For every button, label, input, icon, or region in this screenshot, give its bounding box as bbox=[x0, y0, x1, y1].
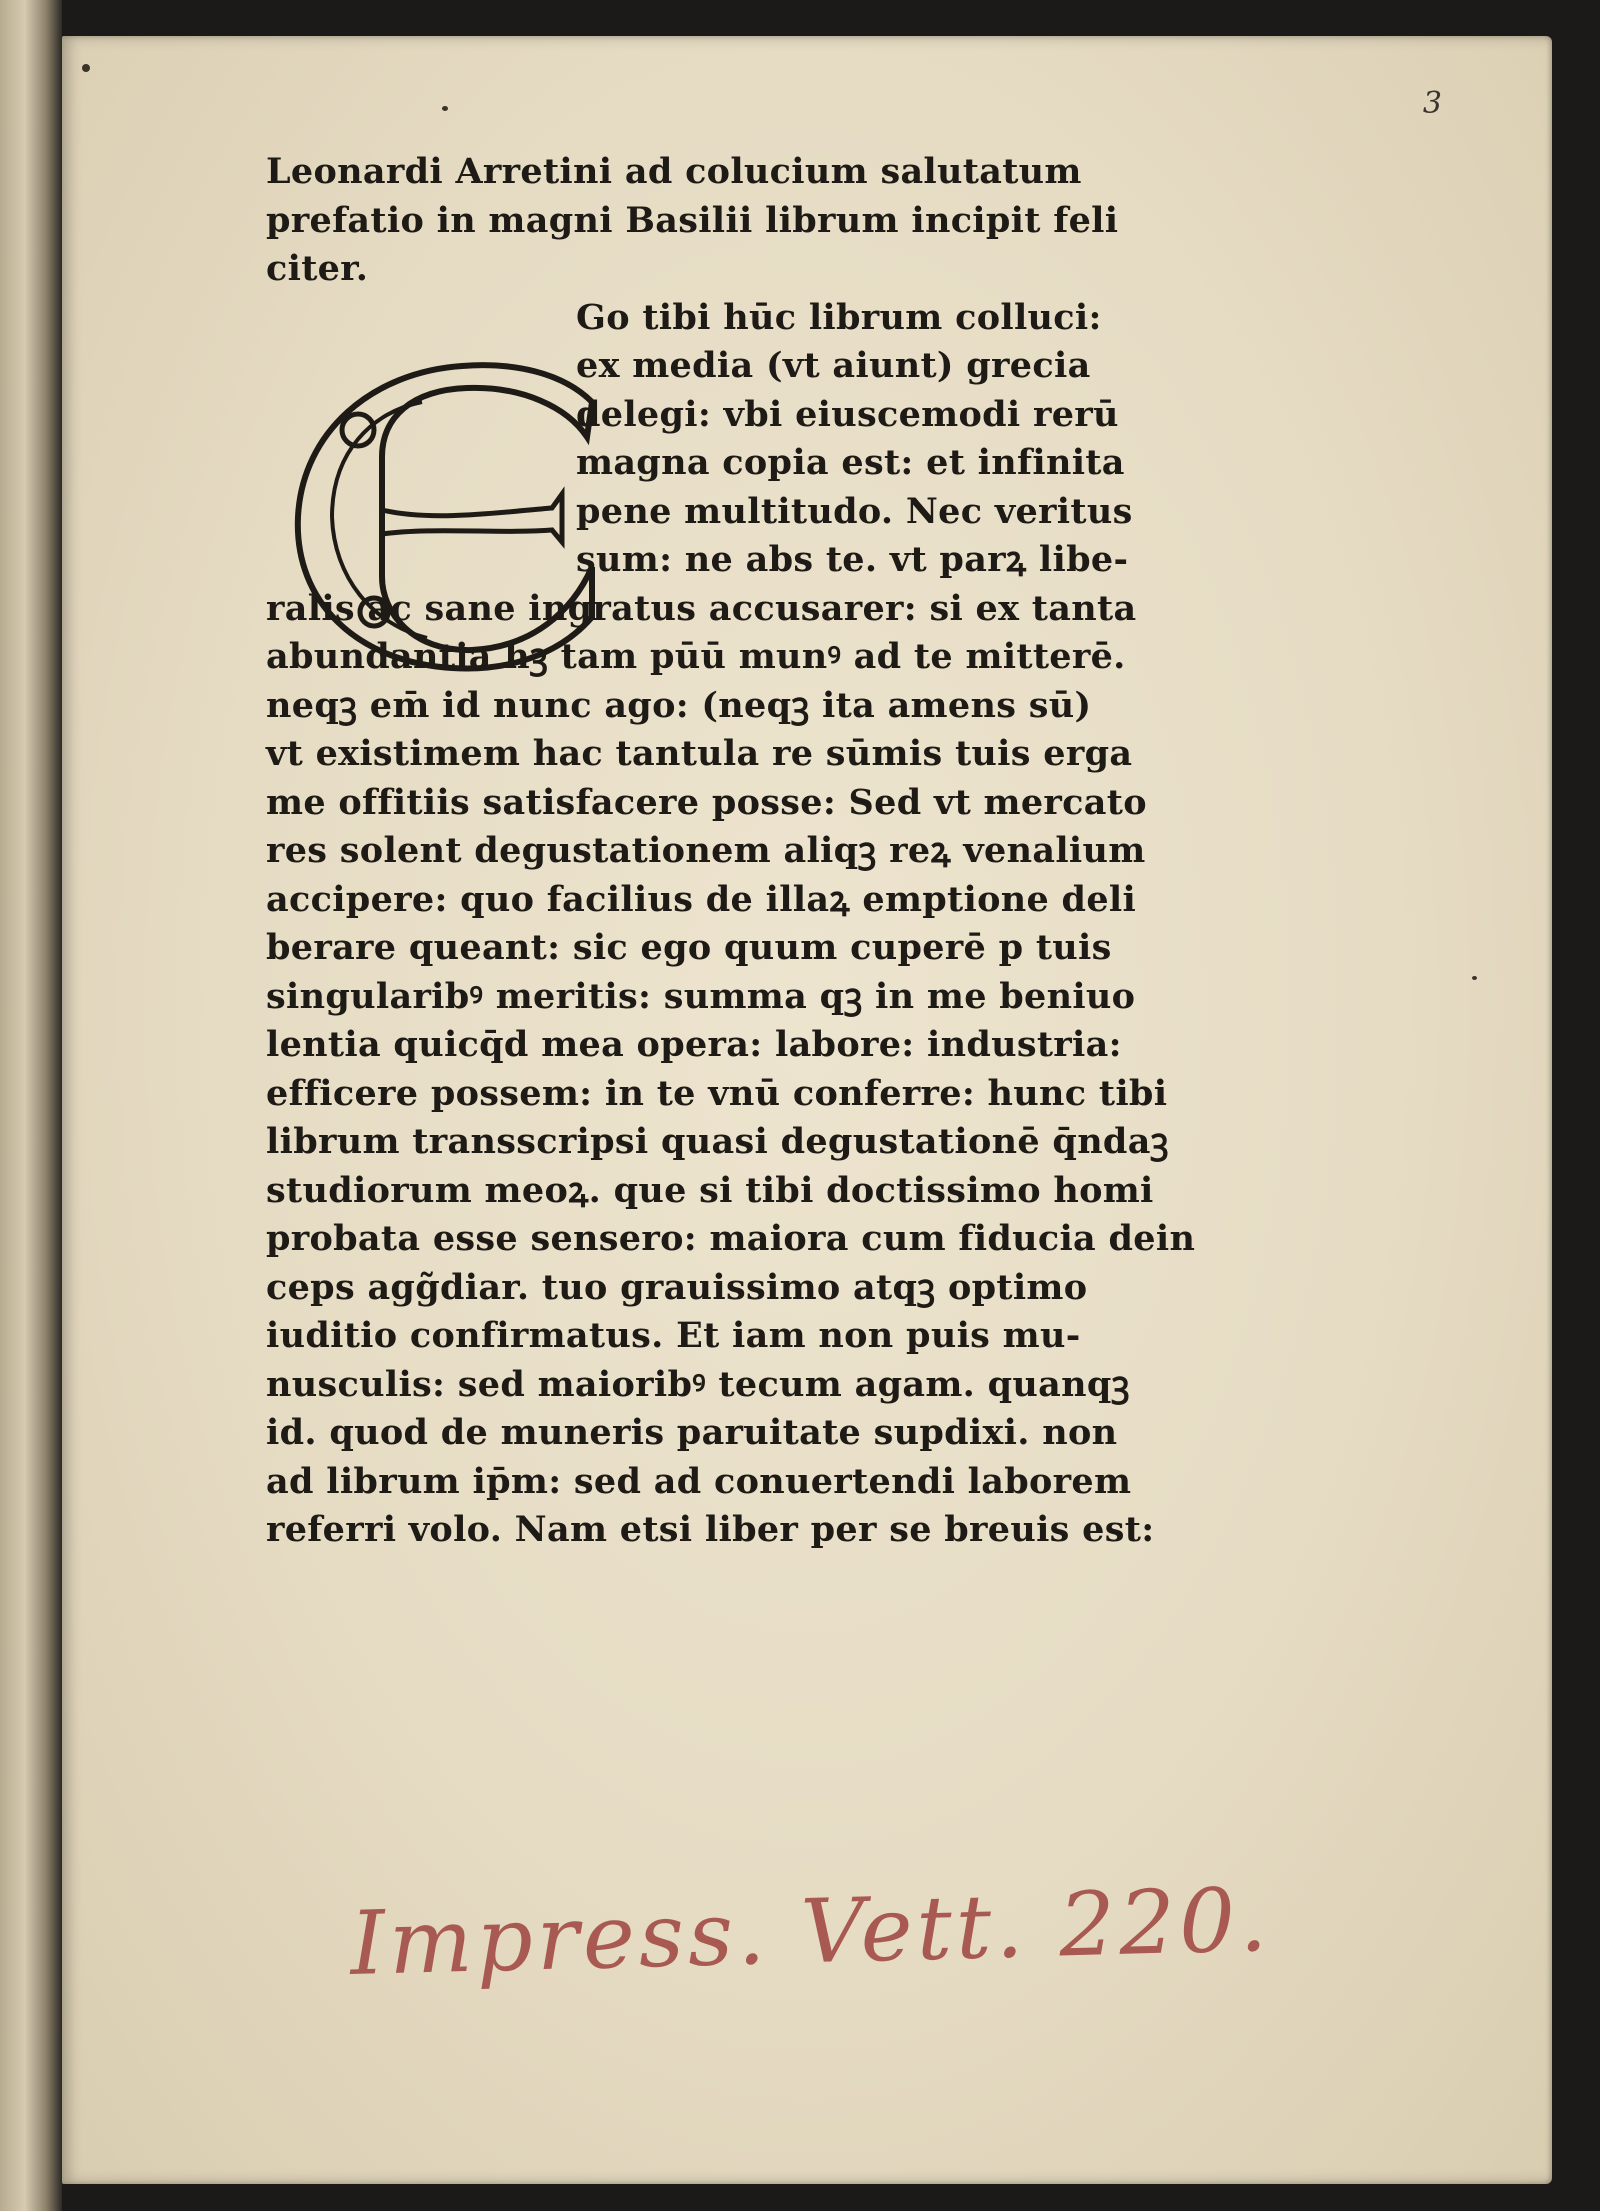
text-line: studiorum meoꝝ. que si tibi doctissimo homi bbox=[266, 1169, 1154, 1211]
text-line: res solent degustationem aliqꝫ reꝝ venalium bbox=[266, 830, 1146, 871]
book-spine bbox=[0, 0, 62, 2211]
text-line: ex media (vt aiunt) grecia bbox=[576, 345, 1091, 386]
incunabulum-text bbox=[266, 148, 1246, 1555]
text-line: delegi: vbi eiuscemodi rerū bbox=[576, 393, 1119, 435]
text-line: efficere possem: in te vnū conferre: hunc tibi bbox=[266, 1072, 1168, 1114]
ink-speck bbox=[1472, 976, 1477, 980]
text-line: abundantia hꝫ tam pūū munꝰ ad te mitterē. bbox=[266, 636, 1126, 677]
text-line: id. quod de muneris paruitate supdixi. non bbox=[266, 1412, 1118, 1453]
text-line: vt existimem hac tantula re sūmis tuis erga bbox=[266, 733, 1133, 774]
text-line: ceps agg̃diar. tuo grauissimo atqꝫ optimo bbox=[266, 1266, 1088, 1308]
heading-line: citer. bbox=[266, 248, 369, 289]
text-line: berare queant: sic ego quum cuperē p tuis bbox=[266, 927, 1112, 968]
heading-line: prefatio in magni Basilii librum incipit feli bbox=[266, 199, 1119, 241]
text-line: probata esse sensero: maiora cum fiducia dein bbox=[266, 1218, 1196, 1259]
initial-crossbar bbox=[382, 494, 562, 542]
shelfmark-annotation: Impress. Vett. 220. bbox=[348, 1867, 1273, 1996]
text-line: nusculis: sed maioribꝰ tecum agam. quanqꝫ bbox=[266, 1363, 1130, 1405]
text-line: Go tibi hūc librum colluci: bbox=[576, 296, 1102, 338]
decorated-initial-e bbox=[262, 362, 628, 672]
folio-number: 3 bbox=[1422, 86, 1442, 121]
text-line: accipere: quo facilius de illaꝝ emptione deli bbox=[266, 878, 1137, 920]
text-line: iuditio confirmatus. Et iam non puis mu- bbox=[266, 1315, 1081, 1356]
ink-speck bbox=[82, 64, 90, 72]
text-line: lentia quicq̄d mea opera: labore: industria: bbox=[266, 1024, 1122, 1065]
text-line: librum transscripsi quasi degustationē q̄ndaꝫ bbox=[266, 1121, 1169, 1162]
text-line: sum: ne abs te. vt parꝝ libe- bbox=[576, 539, 1129, 580]
text-line: me offitiis satisfacere posse: Sed vt mercato bbox=[266, 781, 1147, 823]
text-line: singularibꝰ meritis: summa qꝫ in me beniuo bbox=[266, 975, 1136, 1017]
text-line: magna copia est: et infinita bbox=[576, 442, 1125, 483]
text-line: ad librum ip̄m: sed ad conuertendi laborem bbox=[266, 1460, 1132, 1502]
text-line: pene multitudo. Nec veritus bbox=[576, 490, 1133, 532]
text-line: referri volo. Nam etsi liber per se breuis est: bbox=[266, 1509, 1155, 1550]
text-line: neqꝫ em̄ id nunc ago: (neqꝫ ita amens sū) bbox=[266, 684, 1092, 726]
ink-speck bbox=[442, 106, 448, 111]
heading-line: Leonardi Arretini ad colucium salutatum bbox=[266, 151, 1082, 192]
text-line: ralis ac sane ingratus accusarer: si ex tanta bbox=[266, 587, 1137, 629]
